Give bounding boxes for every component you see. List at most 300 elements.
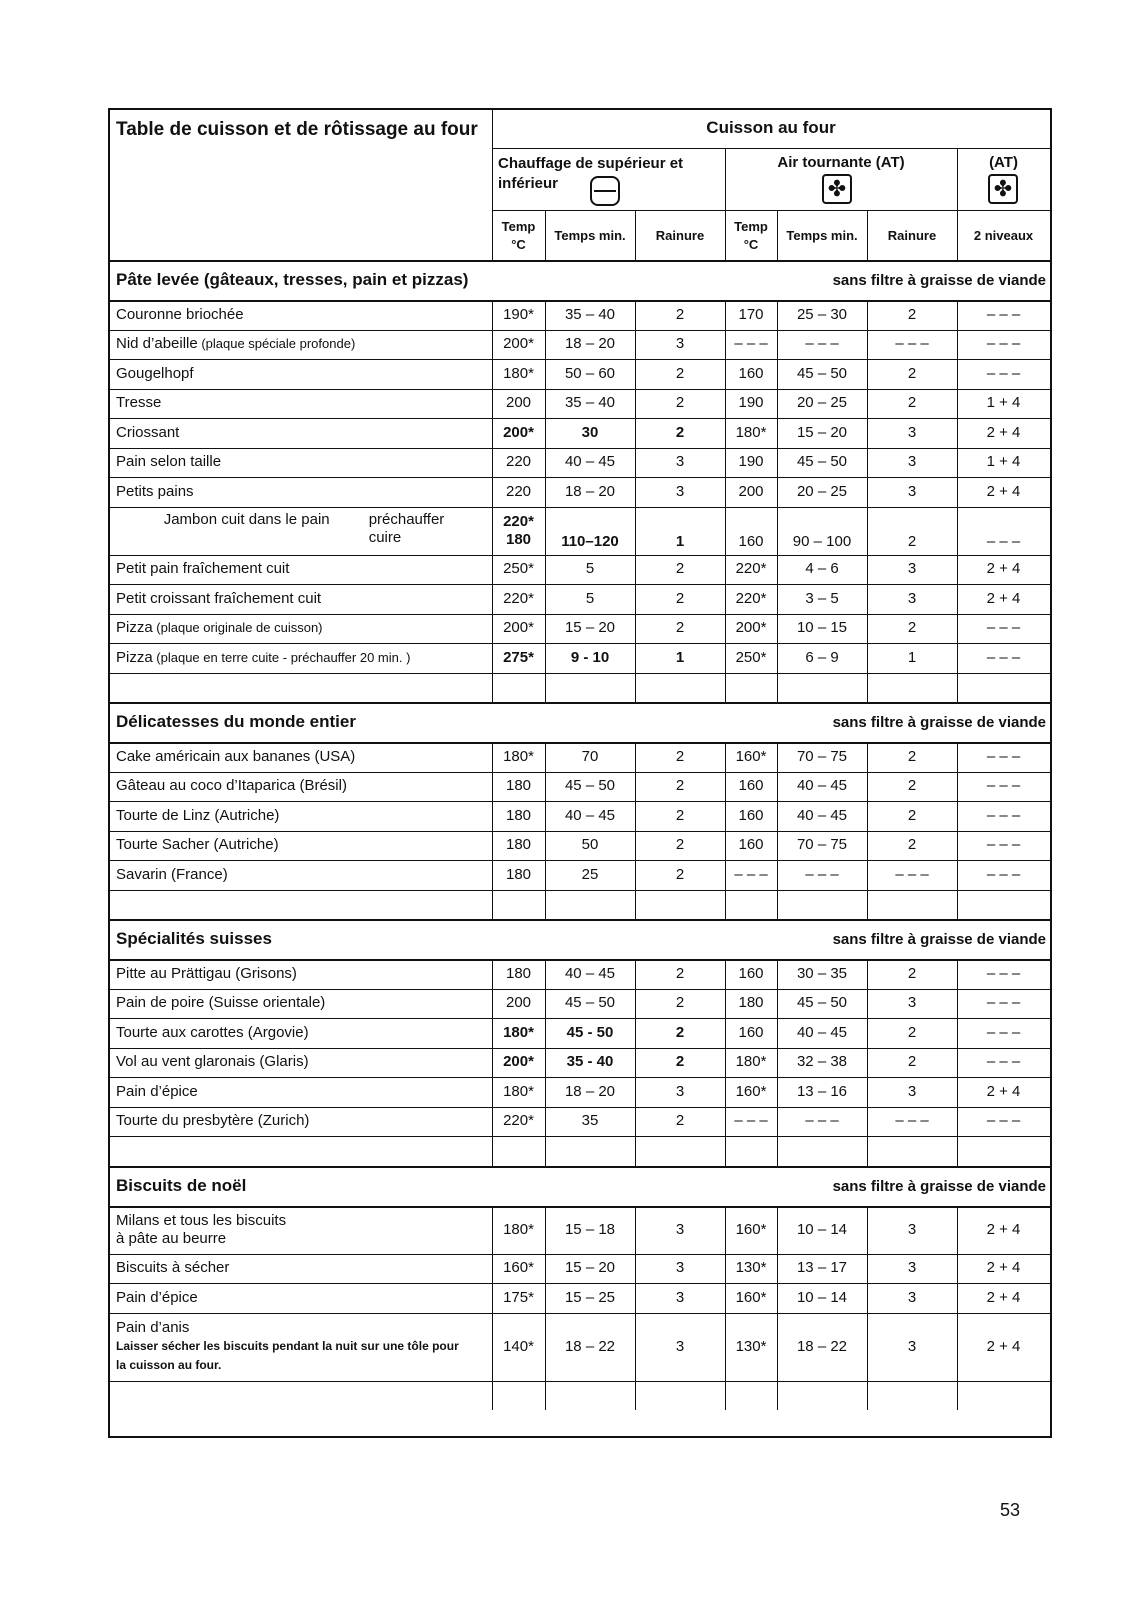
row-name: Biscuits à sécher — [116, 1259, 230, 1277]
value-cell: 2 + 4 — [986, 1337, 1021, 1355]
value-cell: – – – — [986, 865, 1021, 883]
cook-temp: 180 — [505, 530, 532, 548]
column-divider — [545, 210, 546, 260]
preheat-temp: 220* — [503, 512, 534, 530]
value-cell: 40 – 45 — [796, 1023, 848, 1041]
value-cell: 160 — [738, 806, 764, 824]
value-cell: 3 — [675, 1259, 685, 1277]
value-cell: 18 – 20 — [564, 335, 616, 353]
row-name: Pizza (plaque originale de cuisson) — [116, 619, 323, 637]
value-cell: 15 – 18 — [564, 1220, 616, 1238]
cuisson-au-four-header: Cuisson au four — [706, 118, 836, 137]
row-name-continued: à pâte au beurre — [116, 1229, 227, 1247]
value-cell: 2 — [675, 836, 685, 854]
row-label — [110, 643, 492, 673]
value-cell: 3 — [675, 1082, 685, 1100]
row-label — [110, 555, 492, 585]
value-cell: 200 — [505, 994, 532, 1012]
row-name: Petit pain fraîchement cuit — [116, 560, 290, 578]
section-title: Délicatesses du monde entier — [116, 712, 356, 731]
value-cell: – – – — [805, 1112, 839, 1130]
row-note: Laisser sécher les biscuits pendant la nuit sur une tôle pour la cuisson au four. — [116, 1338, 459, 1372]
value-cell: – – – — [805, 335, 839, 353]
row-label — [110, 1313, 492, 1381]
column-divider — [545, 959, 546, 1166]
value-cell: 5 — [585, 589, 595, 607]
value-cell: – – – — [986, 747, 1021, 765]
value-cell: 3 — [907, 453, 917, 471]
value-cell: – – – — [986, 305, 1021, 323]
value-cell: 275* — [503, 648, 534, 666]
value-cell: – – – — [986, 648, 1021, 666]
column-divider — [957, 148, 958, 260]
value-cell: 180 — [505, 806, 532, 824]
value-cell: 10 – 15 — [796, 619, 848, 637]
value-cell: 1 — [675, 532, 685, 550]
value-cell: 180* — [503, 364, 534, 382]
step-cook: cuire — [368, 528, 402, 546]
column-divider — [1050, 300, 1051, 702]
value-cell: 1 + 4 — [986, 394, 1021, 412]
value-cell: 2 — [675, 305, 685, 323]
value-cell: – – – — [986, 964, 1021, 982]
value-cell: 2 — [675, 423, 685, 441]
row-name: Tourte Sacher (Autriche) — [116, 836, 279, 854]
row-name: Petits pains — [116, 482, 194, 500]
column-divider — [545, 1206, 546, 1411]
column-divider — [492, 1206, 493, 1411]
value-cell: 180* — [735, 1053, 767, 1071]
row-label — [110, 1254, 492, 1284]
value-cell: 2 — [907, 619, 917, 637]
value-cell: – – – — [986, 1023, 1021, 1041]
value-cell: 2 — [907, 532, 917, 550]
value-cell: 200* — [503, 1053, 534, 1071]
value-cell: 18 – 20 — [564, 1082, 616, 1100]
value-cell: 45 - 50 — [566, 1023, 614, 1041]
value-cell: 2 — [907, 364, 917, 382]
value-cell: 2 — [675, 747, 685, 765]
fan-icon — [822, 174, 852, 204]
value-cell: 35 — [581, 1112, 599, 1130]
column-divider — [635, 300, 636, 702]
section-title: Spécialités suisses — [116, 929, 272, 948]
column-divider — [635, 1206, 636, 1411]
value-cell: 15 – 25 — [564, 1288, 616, 1306]
value-cell: 130* — [735, 1259, 767, 1277]
value-cell: 130* — [735, 1337, 767, 1355]
row-name: Tourte aux carottes (Argovie) — [116, 1023, 309, 1041]
row-name: Pain de poire (Suisse orientale) — [116, 994, 326, 1012]
row-divider — [110, 673, 1050, 674]
value-cell: 40 – 45 — [564, 453, 616, 471]
value-cell: 2 — [907, 964, 917, 982]
row-name: Pain d’épice — [116, 1082, 198, 1100]
section-title: Biscuits de noël — [116, 1175, 247, 1195]
value-cell: 2 — [675, 589, 685, 607]
row-label — [110, 1206, 492, 1254]
value-cell: 2 + 4 — [986, 1082, 1021, 1100]
value-cell: – – – — [805, 865, 839, 883]
value-cell: 2 — [907, 1053, 917, 1071]
row-detail: (plaque spéciale profonde) — [197, 336, 356, 352]
value-cell: 170 — [738, 305, 764, 323]
value-cell: 3 — [907, 994, 917, 1012]
column-divider — [957, 1206, 958, 1411]
row-name: Pitte au Prättigau (Grisons) — [116, 964, 297, 982]
value-cell: 2 — [675, 806, 685, 824]
value-cell: 250* — [503, 560, 534, 578]
value-cell: 200* — [503, 335, 534, 353]
value-cell: 160 — [738, 364, 764, 382]
value-cell: 3 — [907, 1337, 917, 1355]
value-cell: 180 — [505, 777, 532, 795]
column-divider — [492, 959, 493, 1166]
value-cell: – – – — [734, 1112, 768, 1130]
value-cell: 40 – 45 — [564, 964, 616, 982]
row-name: Petit croissant fraîchement cuit — [116, 589, 322, 607]
value-cell: 2 — [675, 560, 685, 578]
value-cell: 200* — [503, 423, 534, 441]
value-cell: – – – — [986, 994, 1021, 1012]
row-label — [110, 584, 492, 614]
value-cell: 30 — [581, 423, 599, 441]
value-cell: 110–120 — [561, 532, 619, 550]
value-cell: 70 — [581, 747, 599, 765]
row-name: Pizza (plaque en terre cuite - préchauffer 20 min. ) — [116, 648, 411, 666]
value-cell: 50 — [581, 836, 599, 854]
value-cell — [492, 507, 545, 555]
row-label — [110, 1018, 492, 1048]
section-note: sans filtre à graisse de viande — [832, 272, 1046, 289]
section-note: sans filtre à graisse de viande — [832, 931, 1046, 948]
value-cell: 2 + 4 — [986, 560, 1021, 578]
value-cell: 4 – 6 — [805, 560, 839, 578]
value-cell: 2 — [907, 1023, 917, 1041]
column-divider — [635, 959, 636, 1166]
value-cell: 220* — [735, 589, 767, 607]
row-name: Tourte de Linz (Autriche) — [116, 806, 280, 824]
value-cell: 180* — [503, 1220, 534, 1238]
row-label — [110, 860, 492, 890]
value-cell: 40 – 45 — [564, 806, 616, 824]
value-cell: 3 — [675, 335, 685, 353]
row-detail: (plaque originale de cuisson) — [152, 620, 323, 636]
row-name: Tourte du presbytère (Zurich) — [116, 1112, 310, 1130]
column-divider — [1050, 742, 1051, 919]
value-cell: 180 — [738, 994, 764, 1012]
column-header: 2 niveaux — [973, 228, 1034, 243]
value-cell: 160* — [735, 1288, 767, 1306]
row-label — [110, 801, 492, 831]
row-divider — [110, 1381, 1050, 1382]
value-cell: 2 + 4 — [986, 1288, 1021, 1306]
value-cell: 13 – 17 — [796, 1259, 848, 1277]
value-cell: 3 — [675, 1288, 685, 1306]
column-header: Rainure — [887, 228, 937, 243]
value-cell: – – – — [895, 335, 929, 353]
value-cell: 2 + 4 — [986, 589, 1021, 607]
value-cell: 2 — [907, 836, 917, 854]
value-cell: – – – — [986, 1112, 1021, 1130]
column-header: Temps min. — [554, 228, 626, 243]
column-divider — [725, 148, 726, 260]
value-cell: 45 – 50 — [564, 994, 616, 1012]
row-label — [110, 507, 492, 555]
value-cell: 160* — [503, 1259, 534, 1277]
value-cell: 2 — [675, 619, 685, 637]
value-cell: 3 — [907, 1288, 917, 1306]
section-note: sans filtre à graisse de viande — [832, 1177, 1046, 1195]
value-cell: – – – — [986, 777, 1021, 795]
column-divider — [867, 959, 868, 1166]
value-cell: 1 — [907, 648, 917, 666]
row-label — [110, 1283, 492, 1313]
column-divider — [492, 300, 493, 702]
row-name: Nid d’abeille (plaque spéciale profonde) — [116, 335, 356, 353]
value-cell: 45 – 50 — [564, 777, 616, 795]
column-divider — [545, 300, 546, 702]
value-cell: 30 – 35 — [796, 964, 848, 982]
value-cell: 3 — [675, 453, 685, 471]
value-cell: 180* — [503, 1082, 534, 1100]
value-cell: 20 – 25 — [796, 394, 848, 412]
value-cell: 45 – 50 — [796, 364, 848, 382]
row-label — [110, 1048, 492, 1078]
value-cell: 140* — [503, 1337, 534, 1355]
row-label — [110, 300, 492, 330]
column-divider — [492, 742, 493, 919]
column-header: Temps min. — [786, 228, 858, 243]
row-divider — [492, 148, 1050, 149]
row-divider — [110, 702, 1050, 704]
value-cell: 2 + 4 — [986, 1220, 1021, 1238]
row-label — [110, 418, 492, 448]
column-divider — [492, 110, 493, 260]
value-cell: 220* — [503, 1112, 534, 1130]
value-cell: 190 — [738, 394, 764, 412]
value-cell: 3 — [907, 1259, 917, 1277]
value-cell: 160* — [735, 1082, 767, 1100]
value-cell: 45 – 50 — [796, 453, 848, 471]
row-name: Criossant — [116, 423, 180, 441]
value-cell: 2 — [675, 865, 685, 883]
column-divider — [777, 959, 778, 1166]
value-cell: 2 — [907, 747, 917, 765]
value-cell: 220 — [505, 453, 532, 471]
row-name: Couronne briochée — [116, 305, 244, 323]
value-cell: 200 — [738, 482, 764, 500]
row-name: Savarin (France) — [116, 865, 228, 883]
value-cell: 3 — [675, 1337, 685, 1355]
top-bottom-heat-icon — [590, 176, 620, 206]
column-divider — [1050, 959, 1051, 1166]
value-cell: – – – — [986, 364, 1021, 382]
row-label — [110, 989, 492, 1019]
group-top-bottom-heat: Chauffage de supérieur et inférieur — [498, 155, 684, 192]
page-title: Table de cuisson et de rôtissage au four — [116, 119, 478, 140]
column-divider — [725, 959, 726, 1166]
value-cell: 70 – 75 — [796, 747, 848, 765]
value-cell: – – – — [986, 806, 1021, 824]
value-cell: 20 – 25 — [796, 482, 848, 500]
column-divider — [777, 1206, 778, 1411]
column-divider — [867, 210, 868, 260]
step-preheat: préchauffer — [368, 510, 445, 528]
value-cell: 40 – 45 — [796, 777, 848, 795]
column-divider — [957, 959, 958, 1166]
value-cell: 2 — [675, 1053, 685, 1071]
section-title: Pâte levée (gâteaux, tresses, pain et pizzas) — [116, 270, 469, 289]
value-cell: – – – — [734, 865, 768, 883]
value-cell: 160 — [738, 964, 764, 982]
value-cell: 180 — [505, 964, 532, 982]
value-cell: 160* — [735, 747, 767, 765]
column-divider — [867, 742, 868, 919]
value-cell: 40 – 45 — [796, 806, 848, 824]
value-cell: 1 + 4 — [986, 453, 1021, 471]
value-cell: 2 + 4 — [986, 423, 1021, 441]
value-cell: 180* — [735, 423, 767, 441]
column-divider — [957, 300, 958, 702]
row-name: Gougelhopf — [116, 364, 194, 382]
value-cell: – – – — [986, 532, 1021, 550]
value-cell: 190 — [738, 453, 764, 471]
value-cell: 2 — [675, 964, 685, 982]
value-cell: 18 – 22 — [564, 1337, 616, 1355]
row-divider — [110, 1166, 1050, 1168]
column-divider — [545, 742, 546, 919]
value-cell: 10 – 14 — [796, 1288, 848, 1306]
value-cell: 250* — [735, 648, 767, 666]
row-divider — [110, 1136, 1050, 1137]
value-cell: 2 — [675, 994, 685, 1012]
value-cell: 13 – 16 — [796, 1082, 848, 1100]
row-name: Pain d’épice — [116, 1288, 198, 1306]
value-cell: 200* — [735, 619, 767, 637]
value-cell: 5 — [585, 560, 595, 578]
row-name: Cake américain aux bananes (USA) — [116, 747, 356, 765]
group-fan-two-levels: (AT) — [989, 154, 1018, 171]
row-label — [110, 959, 492, 989]
value-cell: 180 — [505, 865, 532, 883]
value-cell: 3 — [675, 482, 685, 500]
row-divider — [110, 919, 1050, 921]
value-cell: – – – — [986, 335, 1021, 353]
row-label — [110, 614, 492, 644]
row-divider — [110, 260, 1050, 262]
value-cell: 160 — [738, 1023, 764, 1041]
row-steps — [369, 511, 445, 547]
column-divider — [957, 742, 958, 919]
value-cell: 3 – 5 — [805, 589, 839, 607]
value-cell: 3 — [907, 482, 917, 500]
value-cell: 2 — [675, 1023, 685, 1041]
value-cell: 3 — [907, 589, 917, 607]
column-divider — [1050, 1206, 1051, 1411]
value-cell: – – – — [986, 1053, 1021, 1071]
value-cell: 35 - 40 — [566, 1053, 614, 1071]
column-divider — [725, 1206, 726, 1411]
value-cell: 220* — [735, 560, 767, 578]
row-label — [110, 1077, 492, 1107]
row-divider — [492, 210, 1050, 211]
column-header: Rainure — [655, 228, 705, 243]
value-cell: 2 + 4 — [986, 1259, 1021, 1277]
row-label — [110, 742, 492, 772]
value-cell: 90 – 100 — [792, 532, 852, 550]
value-cell: 45 – 50 — [796, 994, 848, 1012]
value-cell: 180* — [503, 1023, 534, 1041]
column-divider — [725, 300, 726, 702]
value-cell: 15 – 20 — [564, 1259, 616, 1277]
value-cell: 175* — [503, 1288, 534, 1306]
value-cell: 2 — [675, 364, 685, 382]
value-cell: 2 — [907, 806, 917, 824]
column-divider — [777, 210, 778, 260]
value-cell: 160 — [738, 532, 764, 550]
value-cell: 18 – 20 — [564, 482, 616, 500]
row-name: Vol au vent glaronais (Glaris) — [116, 1053, 309, 1071]
value-cell: – – – — [895, 1112, 929, 1130]
column-header: Temp °C — [501, 219, 536, 252]
value-cell: 160* — [735, 1220, 767, 1238]
column-divider — [635, 742, 636, 919]
value-cell: 3 — [907, 1220, 917, 1238]
value-cell: 180* — [503, 747, 534, 765]
value-cell: 1 — [675, 648, 685, 666]
value-cell: – – – — [986, 619, 1021, 637]
row-label — [110, 772, 492, 802]
row-label — [110, 1107, 492, 1137]
row-label — [110, 831, 492, 861]
value-cell: 190* — [503, 305, 534, 323]
row-label — [110, 359, 492, 389]
value-cell: 160 — [738, 836, 764, 854]
value-cell: 200* — [503, 619, 534, 637]
value-cell: – – – — [986, 836, 1021, 854]
value-cell: – – – — [895, 865, 929, 883]
column-divider — [635, 210, 636, 260]
column-divider — [867, 300, 868, 702]
row-name: Milans et tous les biscuits — [116, 1211, 287, 1229]
value-cell: 160 — [738, 777, 764, 795]
column-divider — [777, 742, 778, 919]
row-name: Pain d’anis — [116, 1318, 190, 1336]
column-divider — [777, 300, 778, 702]
value-cell: 18 – 22 — [796, 1337, 848, 1355]
row-name: Tresse — [116, 394, 162, 412]
row-name: Pain selon taille — [116, 453, 222, 471]
value-cell: 15 – 20 — [564, 619, 616, 637]
value-cell: 32 – 38 — [796, 1053, 848, 1071]
value-cell: 3 — [907, 1082, 917, 1100]
value-cell: 2 — [675, 394, 685, 412]
value-cell: 70 – 75 — [796, 836, 848, 854]
value-cell: 200 — [505, 394, 532, 412]
fan-icon — [988, 174, 1018, 204]
row-label — [110, 330, 492, 360]
row-divider — [110, 890, 1050, 891]
group-fan-air: Air tournante (AT) — [777, 154, 905, 171]
row-detail: (plaque en terre cuite - préchauffer 20 min. ) — [152, 649, 411, 665]
value-cell: 3 — [675, 1220, 685, 1238]
row-name: Gâteau au coco d’Itaparica (Brésil) — [116, 777, 347, 795]
value-cell: 6 – 9 — [805, 648, 839, 666]
page-number: 53 — [1000, 1500, 1021, 1520]
value-cell: 9 - 10 — [570, 648, 610, 666]
column-divider — [725, 742, 726, 919]
